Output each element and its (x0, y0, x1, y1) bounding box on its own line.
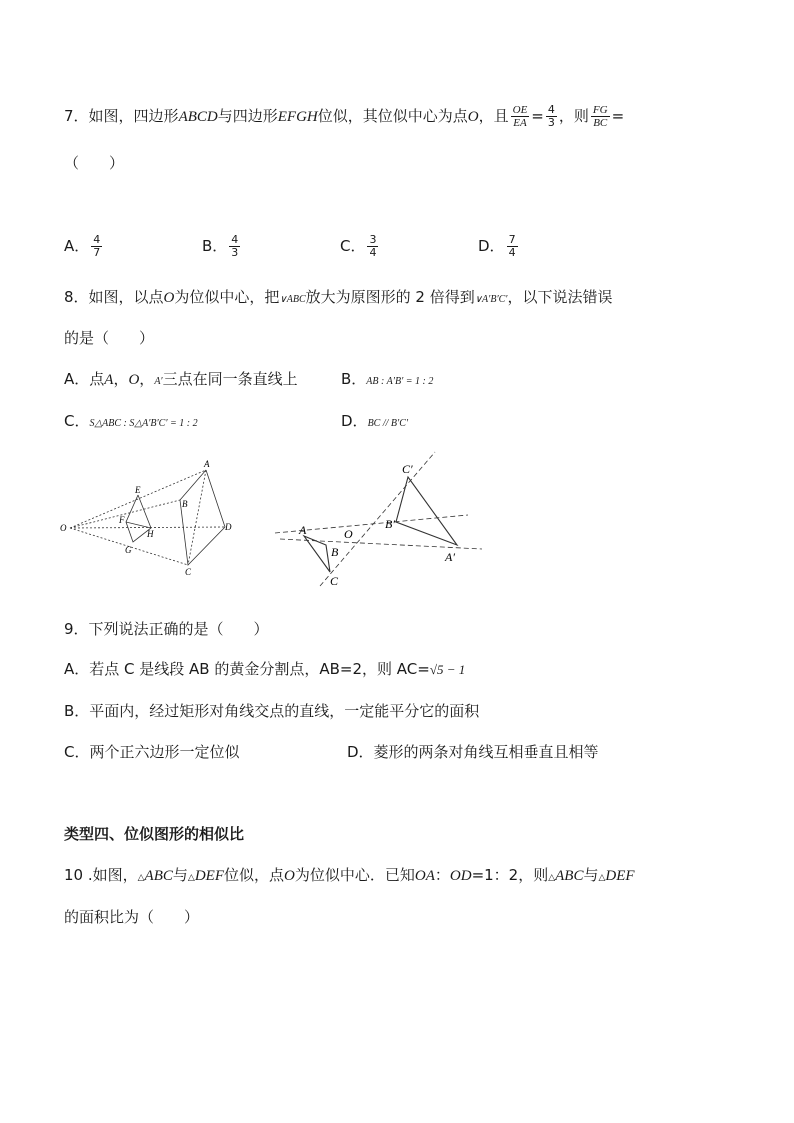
q8-option-c: C．S△ABC : S△A′B′C′ = 1 : 2 (64, 412, 198, 430)
label-c: C (330, 574, 339, 588)
seg-fh (126, 522, 151, 528)
figure-homothety-quadrilaterals (58, 455, 248, 580)
label-c-prime: C′ (402, 462, 413, 476)
label-b: B (182, 499, 188, 509)
label-g: G (125, 545, 132, 555)
q7-option-c: C． $\frac{3}{4}$ (340, 233, 377, 259)
triangle-a1b1c1 (396, 477, 457, 545)
q8-stem-line1: 8．如图，以点O为位似中心，把∨ABC放大为原图形的 2 倍得到∨A′B′C′，以下说法错误 (64, 288, 613, 306)
q9-option-a: A．若点 C 是线段 AB 的黄金分割点，AB=2，则 AC=√5 − 1 (64, 660, 466, 678)
q8-option-b: B．AB : A′B′ = 1 : 2 (341, 370, 434, 388)
diag-ac (188, 470, 206, 565)
label-o: O (60, 523, 67, 533)
q10-stem-line1: 10 .如图，△ABC与△DEF位似，点O为位似中心．已知OA：OD=1：2，则△ABC与△DEF (64, 866, 635, 884)
label-c: C (185, 567, 192, 577)
q9-option-c: C．两个正六边形一定位似 (64, 743, 240, 761)
q7-option-a: A． $\frac{4}{7}$ (64, 233, 101, 259)
q9-option-d: D．菱形的两条对角线互相垂直且相等 (347, 743, 599, 761)
q7-stem: 7．如图，四边形ABCD与四边形EFGH位似，其位似中心为点O，且 $\frac{OE}{EA}$ = $\frac{4}{3}$ ，则 $\frac{FG}{BC}$ = (64, 103, 625, 129)
q10-stem-line2: 的面积比为（ ） (64, 908, 200, 926)
label-a: A (299, 523, 307, 537)
figure-homothety-triangles (270, 448, 490, 593)
fraction-4-3: $\frac{4}{3}$ (547, 103, 555, 129)
q7-option-b: B． $\frac{4}{3}$ (202, 233, 239, 259)
q8-option-d: D．BC // B′C′ (341, 412, 409, 430)
label-h: H (147, 529, 154, 539)
label-a: A (204, 459, 210, 469)
fraction-fg-bc: $\frac{FG}{BC}$ (592, 104, 608, 129)
section-title: 类型四、位似图形的相似比 (64, 825, 245, 843)
q8-stem-line2: 的是（ ） (64, 329, 155, 347)
label-e: E (135, 485, 141, 495)
triangle-abc (304, 536, 330, 572)
fraction-oe-ea: $\frac{OE}{EA}$ (512, 104, 528, 129)
label-d: D (225, 522, 232, 532)
quad-abcd (180, 470, 225, 565)
q8-option-a: A．点A，O，A′三点在同一条直线上 (64, 370, 298, 388)
ray-ob (70, 500, 180, 528)
q9-option-b: B．平面内，经过矩形对角线交点的直线，一定能平分它的面积 (64, 702, 480, 720)
q9-stem: 9．下列说法正确的是（ ） (64, 620, 269, 638)
label-b: B (331, 545, 339, 559)
q7-option-d: D． $\frac{7}{4}$ (478, 233, 516, 259)
label-f: F (119, 515, 125, 525)
label-b-prime: B′ (385, 517, 395, 531)
label-a-prime: A′ (445, 550, 455, 564)
label-o: O (344, 527, 353, 541)
line-cc (320, 452, 435, 586)
q7-answer-paren: （ ） (64, 154, 125, 172)
